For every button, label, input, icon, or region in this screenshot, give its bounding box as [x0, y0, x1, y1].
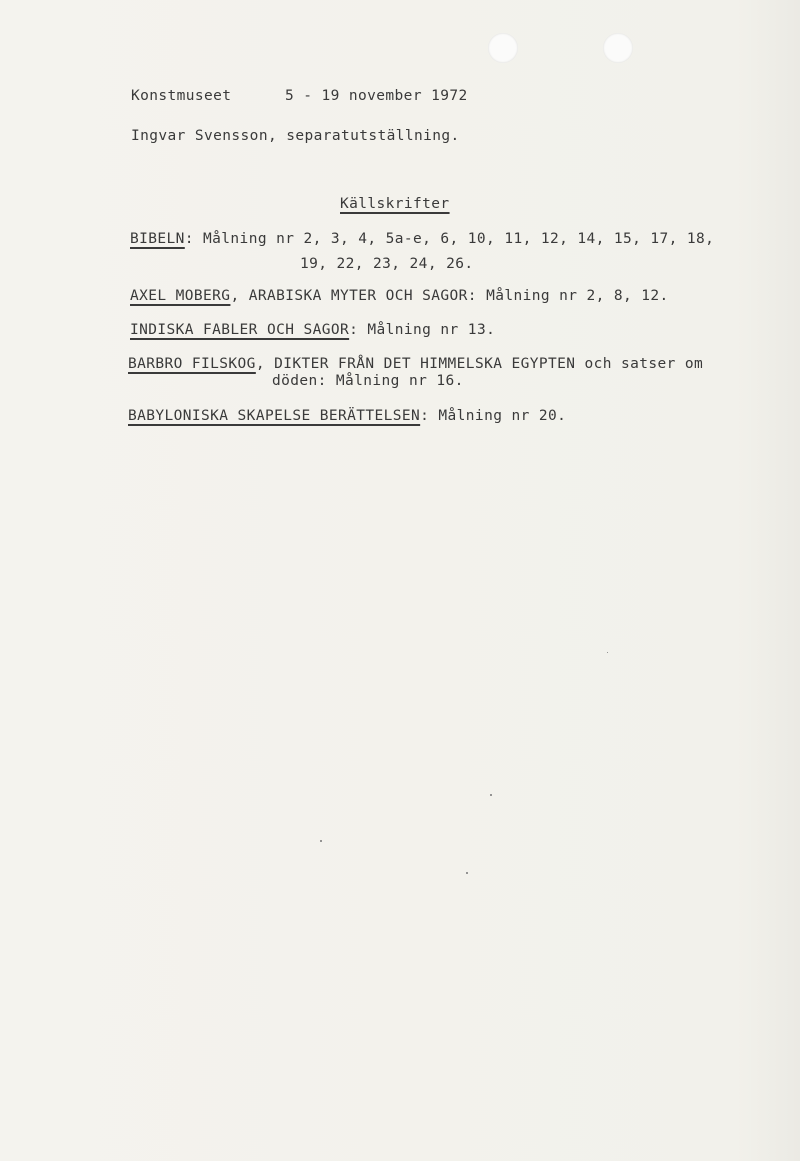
source-name: BARBRO FILSKOG: [128, 356, 256, 372]
source-details: : Målning nr 20.: [420, 408, 567, 424]
punch-hole: [603, 33, 633, 63]
punch-hole: [488, 33, 518, 63]
exhibition-dates: 5 - 19 november 1972: [285, 88, 468, 104]
paper-speck: [490, 794, 492, 796]
source-details: : Målning nr 2, 3, 4, 5a-e, 6, 10, 11, 12, 14, 15, 17, 18,: [184, 231, 715, 247]
source-name: BIBELN: [130, 231, 185, 247]
source-entry: [128, 356, 703, 372]
source-name: INDISKA FABLER OCH SAGOR: [130, 322, 350, 338]
source-entry: [130, 288, 669, 304]
source-details: , DIKTER FRÅN DET HIMMELSKA EGYPTEN och satser om: [255, 356, 704, 372]
paper-speck: [466, 872, 468, 874]
source-entry: [130, 322, 495, 338]
section-title: Källskrifter: [340, 196, 450, 212]
source-details: , ARABISKA MYTER OCH SAGOR: Målning nr 2, 8, 12.: [230, 288, 669, 304]
paper-speck: [320, 840, 322, 842]
source-details: : Målning nr 13.: [349, 322, 496, 338]
paper-speck: [607, 652, 608, 653]
source-entry: [130, 231, 714, 247]
source-continuation: 19, 22, 23, 24, 26.: [300, 256, 474, 272]
source-continuation: döden: Målning nr 16.: [272, 373, 464, 389]
source-name: BABYLONISKA SKAPELSE BERÄTTELSEN: [128, 408, 421, 424]
exhibition-subtitle: Ingvar Svensson, separatutställning.: [131, 128, 460, 144]
source-entry: [128, 408, 566, 424]
venue: Konstmuseet: [131, 88, 232, 104]
source-name: AXEL MOBERG: [130, 288, 231, 304]
